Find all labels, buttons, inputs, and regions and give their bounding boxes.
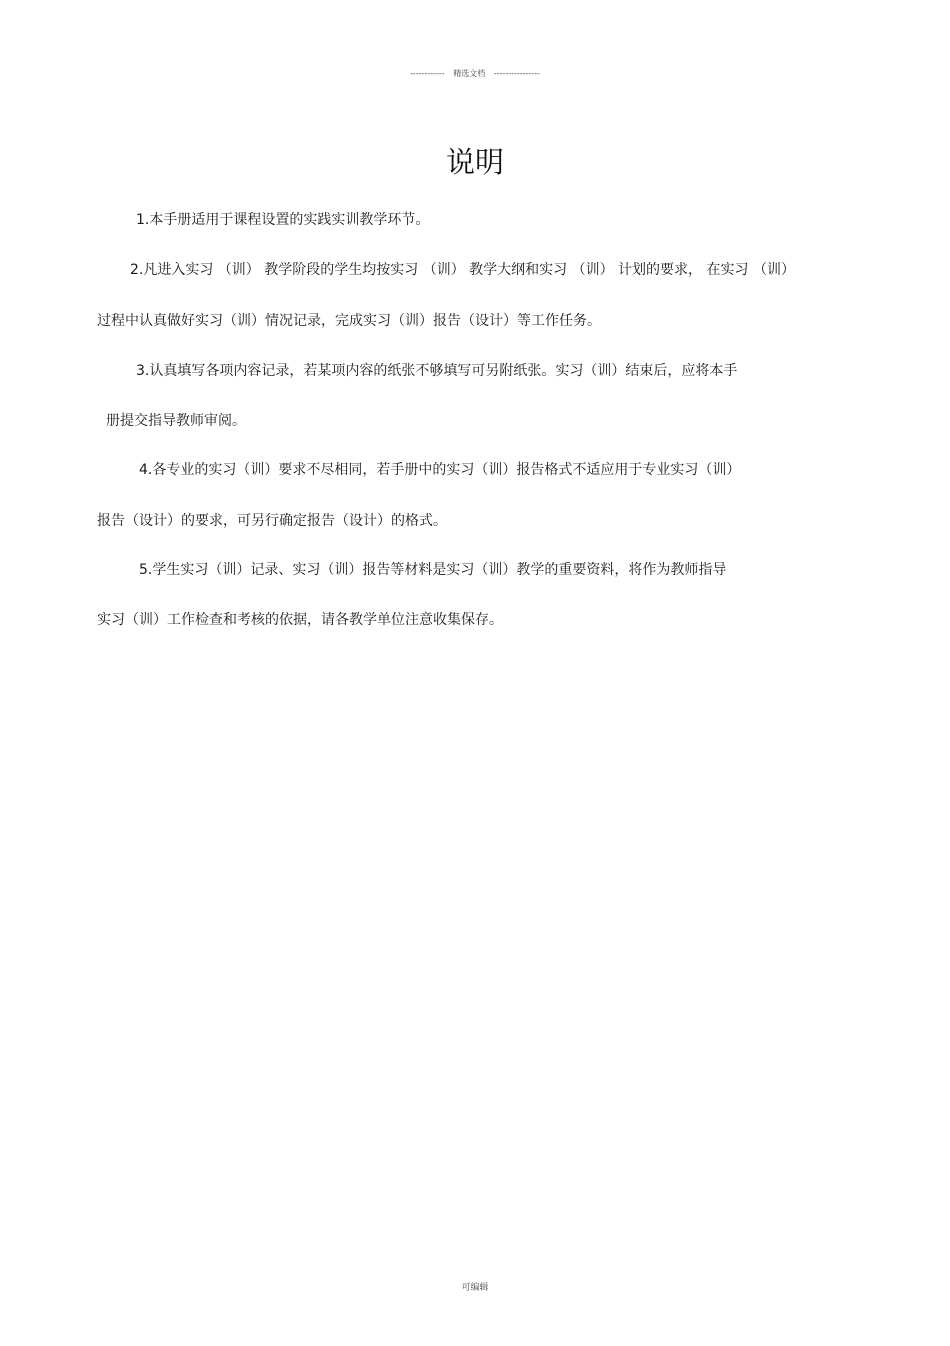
paragraph-2-line-2: 过程中认真做好实习（训）情况记录，完成实习（训）报告（设计）等工作任务。 [97,313,601,329]
paragraph-5-line-1: 5.学生实习（训）记录、实习（训）报告等材料是实习（训）教学的重要资料，将作为教师指导 [139,562,727,578]
paragraph-4-line-2: 报告（设计）的要求，可另行确定报告（设计）的格式。 [97,513,447,529]
paragraph-5-line-2: 实习（训）工作检查和考核的依据，请各教学单位注意收集保存。 [97,612,503,628]
paragraph-1-line-1: 1.本手册适用于课程设置的实践实训教学环节。 [136,212,430,228]
page-header [0,68,950,79]
page-title: 说明 [445,145,504,179]
header-label: 精选文档 [453,69,486,78]
page-footer: 可编辑 [461,1283,489,1293]
paragraph-4-line-1: 4.各专业的实习（训）要求不尽相同，若手册中的实习（训）报告格式不适应用于专业实习（训） [139,462,741,478]
paragraph-3-line-2: 册提交指导教师审阅。 [106,413,246,429]
header-right-rule: ---------------- [493,69,540,78]
paragraph-2-line-1: 2.凡进入实习 （训） 教学阶段的学生均按实习 （训） 教学大纲和实习 （训） 计划的要求， 在实习 （训） [130,262,795,278]
header-left-rule: ------------ [410,69,445,78]
paragraph-3-line-1: 3.认真填写各项内容记录，若某项内容的纸张不够填写可另附纸张。实习（训）结束后，应将本手 [136,363,738,379]
